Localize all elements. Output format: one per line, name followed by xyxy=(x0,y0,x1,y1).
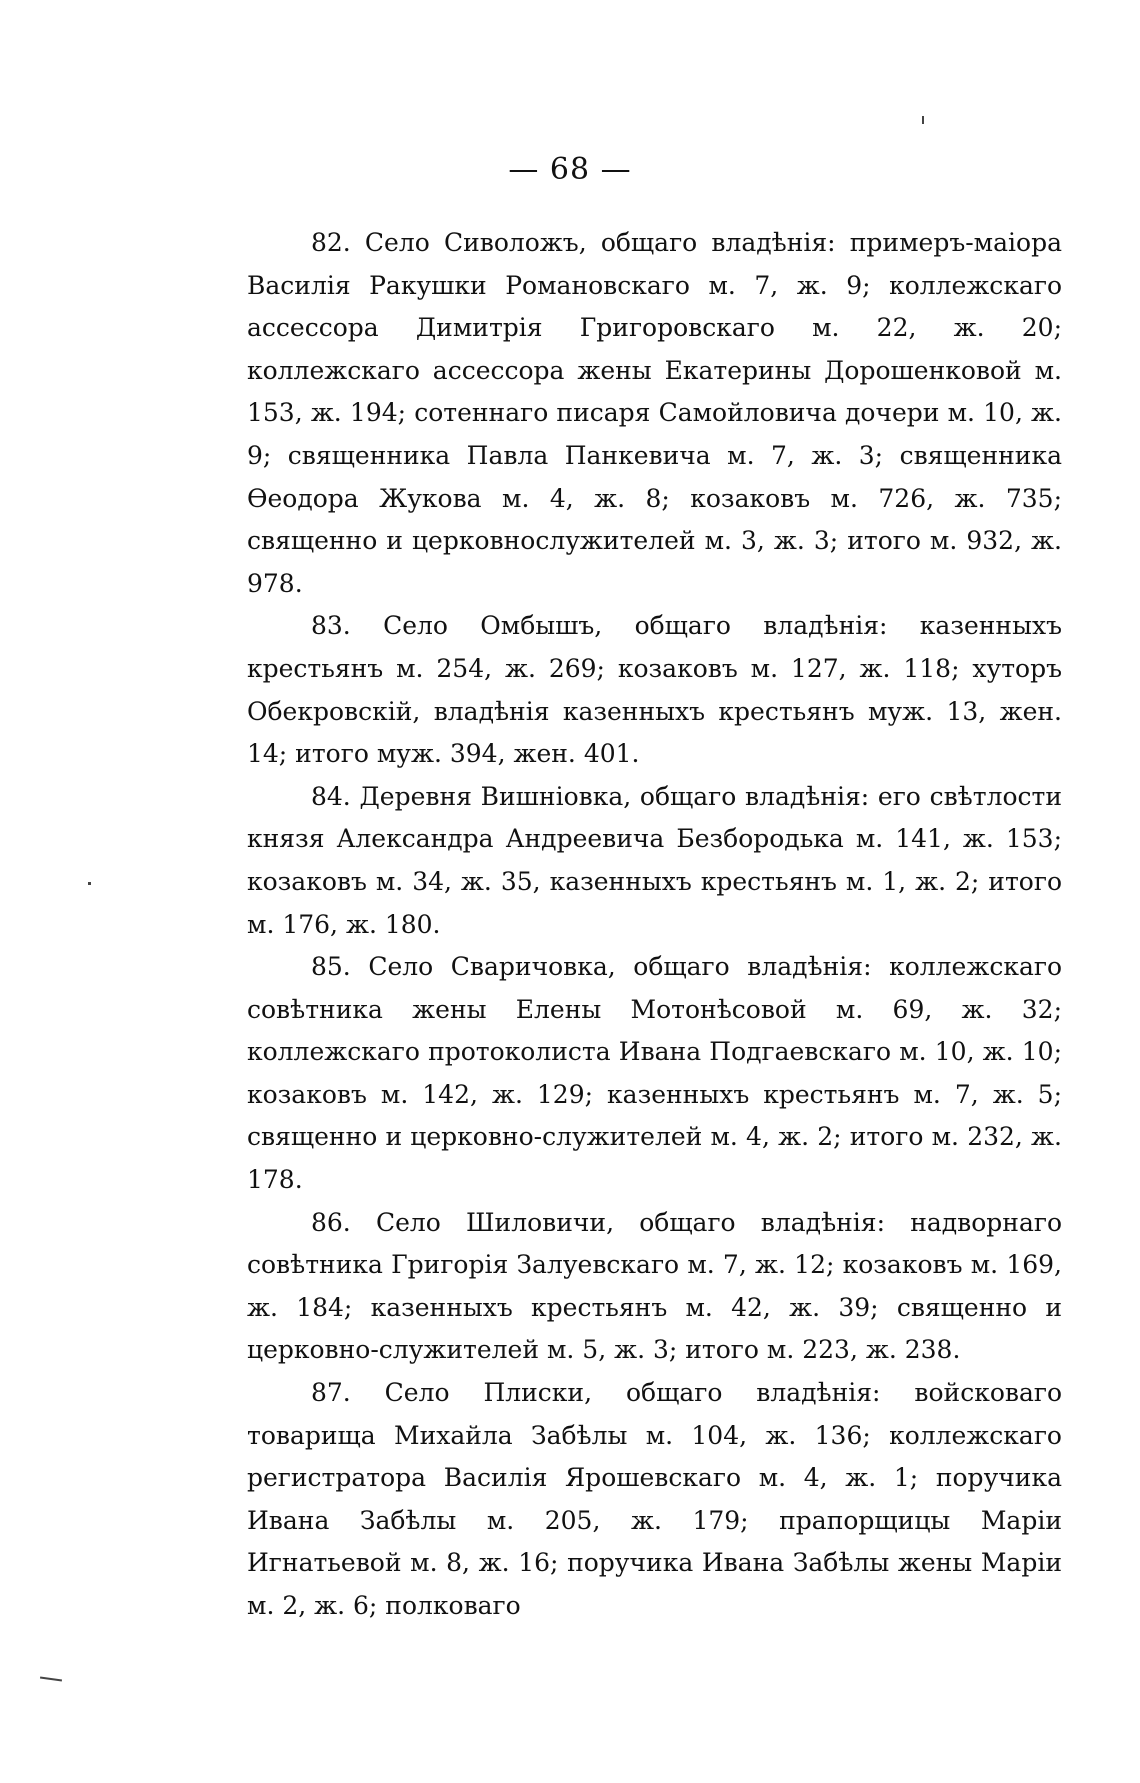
entry-84: 84. Деревня Вишніовка, общаго владѣнія: его свѣтлости князя Александра Андреевича Безбородька м. 141, ж. 153; козаковъ м. 34, ж. 35, казенныхъ крестьянъ м. 1, ж. 2; итого м. 176, ж. 180. xyxy=(247,781,1062,939)
entry-85: 85. Село Сваричовка, общаго владѣнія: коллежскаго совѣтника жены Елены Мотонѣсовой м. 69, ж. 32; коллежскаго протоколиста Ивана Подгаевскаго м. 10, ж. 10; козаковъ м. 142, ж. 129; казенныхъ крестьянъ м. 7, ж. 5; священно и церковно-служителей м. 4, ж. 2; итого м. 232, ж. 178. xyxy=(247,952,1062,1195)
scan-speck-top xyxy=(922,116,924,124)
scan-speck-left xyxy=(88,882,91,885)
entry-86: 86. Село Шиловичи, общаго владѣнія: надворнаго совѣтника Григорія Залуевскаго м. 7, ж. 12; козаковъ м. 169, ж. 184; казенныхъ крестьянъ м. 42, ж. 39; священно и церковно-служителей м. 5, ж. 3; итого м. 223, ж. 238. xyxy=(247,1207,1062,1365)
scan-speck-bottom-left xyxy=(40,1676,62,1681)
body-text xyxy=(247,222,1062,1628)
page-number: — 68 — xyxy=(508,152,632,187)
entry-82: 82. Село Сиволожъ, общаго владѣнія: примеръ-маіора Василія Ракушки Романовскаго м. 7, ж. 9; коллежскаго ассессора Димитрія Григоровскаго м. 22, ж. 20; коллежскаго ассессора жены Екатерины Дорошенковой м. 153, ж. 194; сотеннаго писаря Самойловича дочери м. 10, ж. 9; священника Павла Панкевича м. 7, ж. 3; священника Ѳеодора Жукова м. 4, ж. 8; козаковъ м. 726, ж. 735; священно и церковнослужителей м. 3, ж. 3; итого м. 932, ж. 978. xyxy=(247,228,1062,598)
entry-87: 87. Село Плиски, общаго владѣнія: войсковаго товарища Михайла Забѣлы м. 104, ж. 136; коллежскаго регистратора Василія Ярошевскаго м. 4, ж. 1; поручика Ивана Забѣлы м. 205, ж. 179; прапорщицы Маріи Игнатьевой м. 8, ж. 16; поручика Ивана Забѣлы жены Маріи м. 2, ж. 6; полковаго xyxy=(247,1378,1062,1620)
entry-83: 83. Село Омбышъ, общаго владѣнія: казенныхъ крестьянъ м. 254, ж. 269; козаковъ м. 127, ж. 118; хуторъ Обекровскій, владѣнія казенныхъ крестьянъ муж. 13, жен. 14; итого муж. 394, жен. 401. xyxy=(247,611,1062,769)
